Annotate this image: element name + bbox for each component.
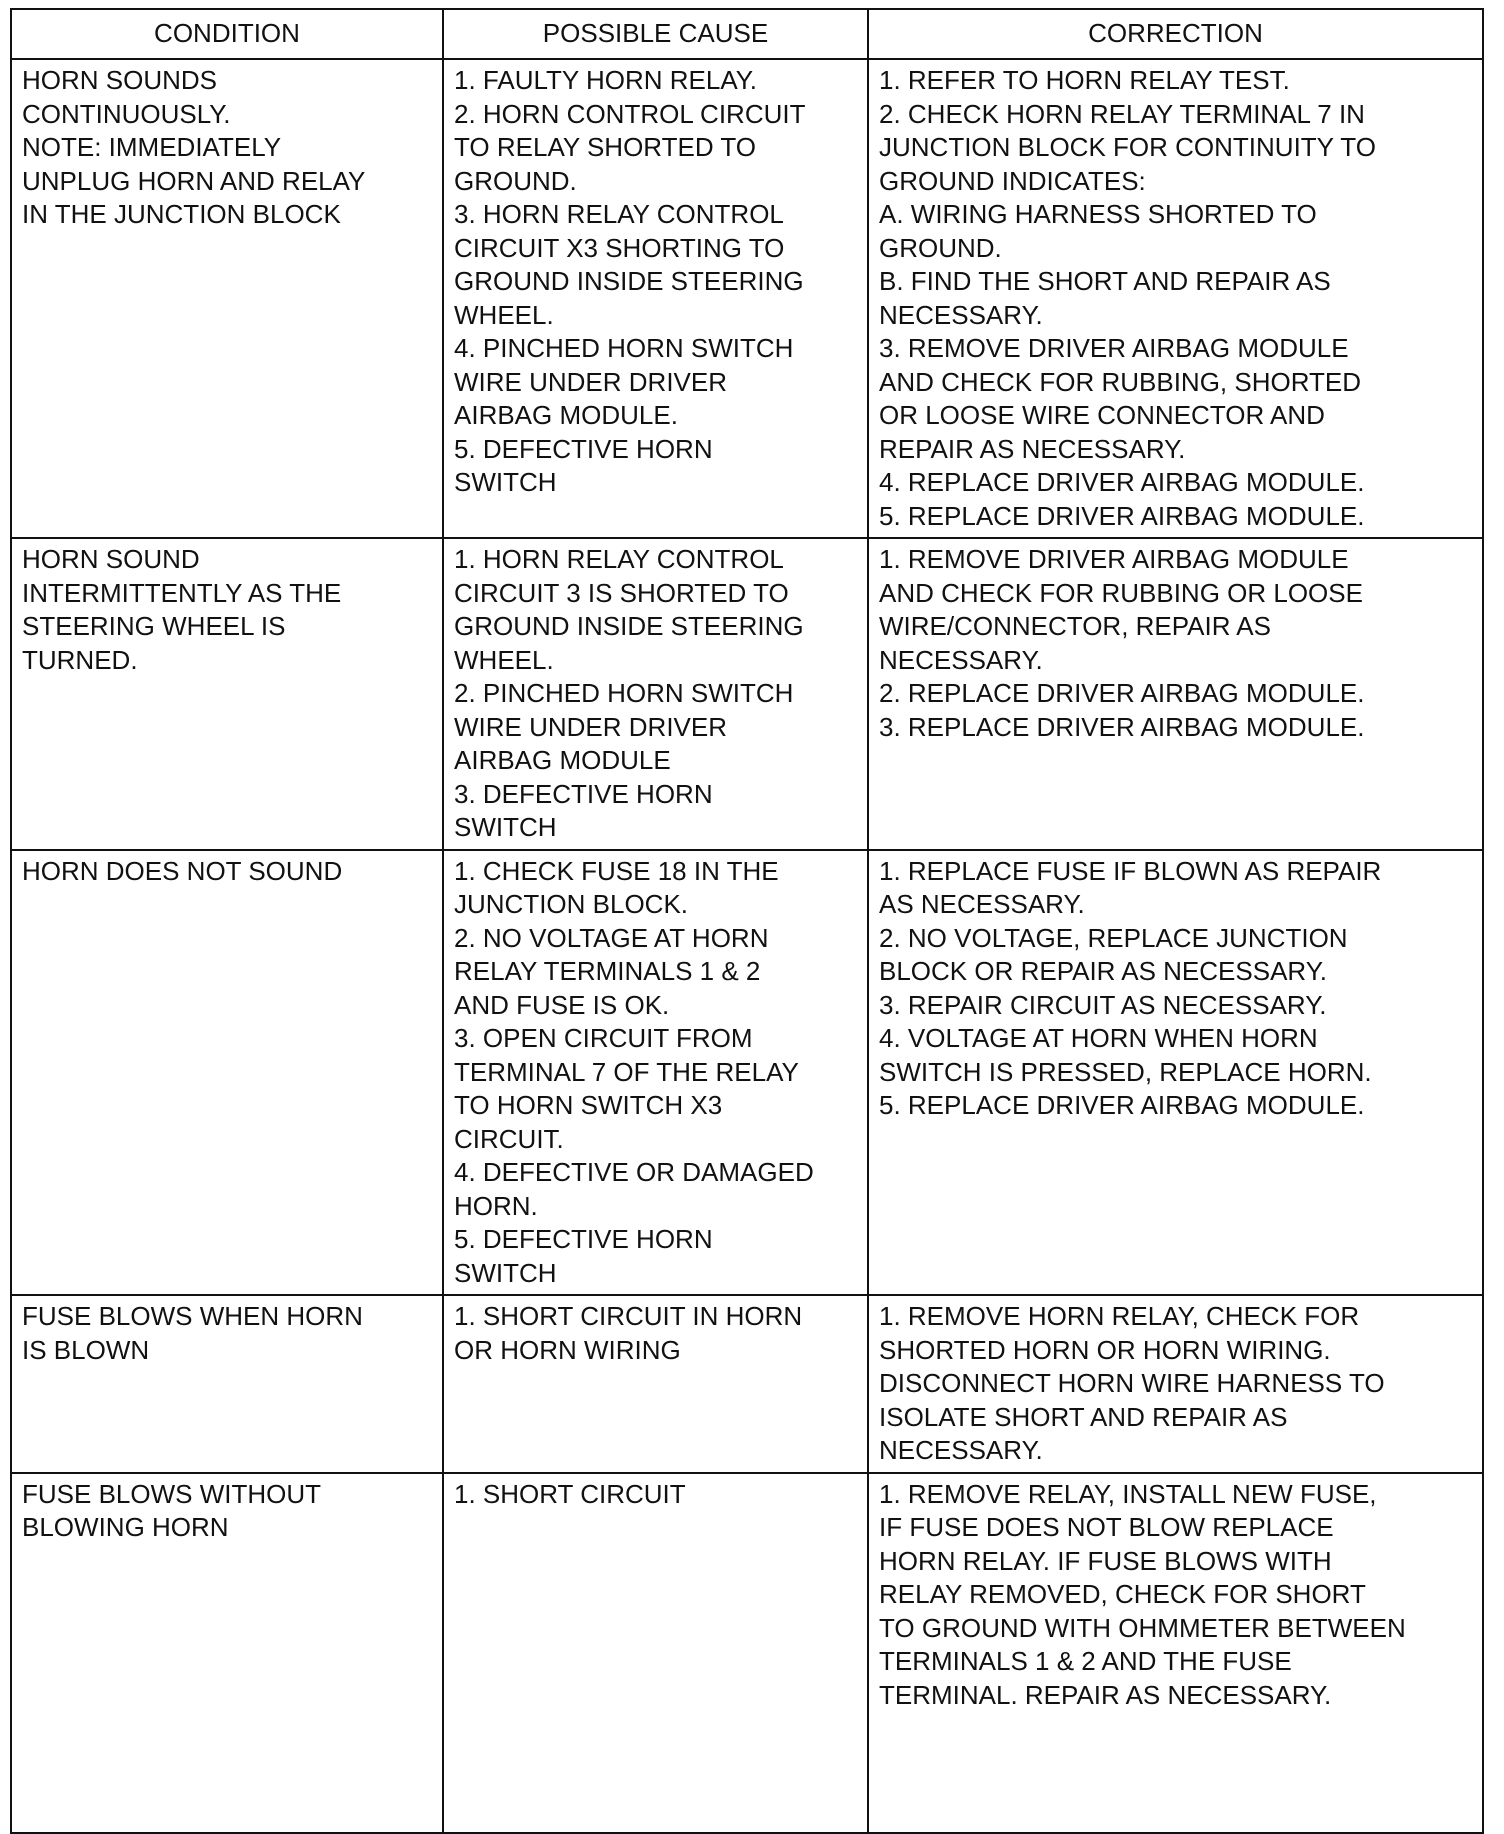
cell-text-line: AND CHECK FOR RUBBING OR LOOSE <box>879 577 1363 608</box>
cell-text-line: 1. SHORT CIRCUIT IN HORN <box>454 1301 803 1331</box>
cell-text-line: 2. REPLACE DRIVER AIRBAG MODULE. <box>879 678 1365 708</box>
correction-cell <box>868 850 1483 1296</box>
cell-text-line: 1. REMOVE RELAY, INSTALL NEW FUSE, <box>879 1478 1377 1509</box>
cell-text-line: A. WIRING HARNESS SHORTED TO <box>879 199 1317 229</box>
cell-text-line: SWITCH <box>454 467 557 497</box>
cell-text-line: OR LOOSE WIRE CONNECTOR AND <box>879 400 1325 430</box>
cell-text-line: 3. REMOVE DRIVER AIRBAG MODULE <box>879 333 1349 363</box>
table-row <box>11 538 1483 850</box>
cell-text-line: 2. HORN CONTROL CIRCUIT <box>454 98 806 129</box>
cell-text-line: 4. REPLACE DRIVER AIRBAG MODULE. <box>879 467 1365 497</box>
correction-cell <box>868 1295 1483 1473</box>
cell-text-line: NOTE: IMMEDIATELY <box>22 132 282 162</box>
cell-text-line: GROUND INSIDE STEERING <box>454 611 804 641</box>
cell-text-line: TO RELAY SHORTED TO <box>454 132 756 162</box>
cell-text-line: WHEEL. <box>454 299 554 330</box>
cell-text-line: 2. PINCHED HORN SWITCH <box>454 678 794 708</box>
cell-text-line: BLOWING HORN <box>22 1512 229 1542</box>
cell-text-line: NECESSARY. <box>879 644 1043 675</box>
correction-cell <box>868 538 1483 850</box>
cell-text-line: SWITCH <box>454 1257 557 1288</box>
cell-text-line: 4. DEFECTIVE OR DAMAGED <box>454 1157 814 1187</box>
header-correction: CORRECTION <box>868 9 1483 59</box>
cell-text-line: IS BLOWN <box>22 1334 150 1365</box>
cell-text-line: 3. REPLACE DRIVER AIRBAG MODULE. <box>879 711 1365 742</box>
cell-text-line: JUNCTION BLOCK. <box>454 889 689 919</box>
cell-text-line: TERMINALS 1 & 2 AND THE FUSE <box>879 1646 1292 1676</box>
condition-cell <box>11 59 443 538</box>
header-row <box>11 9 1483 59</box>
cell-text-line: ISOLATE SHORT AND REPAIR AS <box>879 1401 1288 1432</box>
cell-text-line: FUSE BLOWS WITHOUT <box>22 1478 321 1509</box>
cell-text-line: WHEEL. <box>454 644 554 675</box>
cell-text-line: AND FUSE IS OK. <box>454 989 670 1020</box>
cell-text-line: FUSE BLOWS WHEN HORN <box>22 1301 363 1331</box>
correction-cell <box>868 1473 1483 1833</box>
cell-text-line: TO HORN SWITCH X3 <box>454 1090 723 1120</box>
cell-text-line: 1. REMOVE DRIVER AIRBAG MODULE <box>879 544 1349 574</box>
cell-text-line: IN THE JUNCTION BLOCK <box>22 199 341 229</box>
cell-text-line: NECESSARY. <box>879 299 1043 330</box>
cell-text-line: IF FUSE DOES NOT BLOW REPLACE <box>879 1512 1334 1542</box>
cell-text-line: HORN DOES NOT SOUND <box>22 855 343 886</box>
cell-text-line: AIRBAG MODULE. <box>454 400 678 430</box>
cell-text-line: RELAY REMOVED, CHECK FOR SHORT <box>879 1579 1366 1609</box>
cell-text-line: TURNED. <box>22 644 138 675</box>
cell-text-line: TERMINAL. REPAIR AS NECESSARY. <box>879 1679 1332 1710</box>
cell-text-line: RELAY TERMINALS 1 & 2 <box>454 956 761 986</box>
cell-text-line: OR HORN WIRING <box>454 1334 681 1365</box>
diagnosis-table <box>10 8 1484 1834</box>
cell-text-line: DISCONNECT HORN WIRE HARNESS TO <box>879 1368 1385 1398</box>
header-possible-cause: POSSIBLE CAUSE <box>443 9 868 59</box>
cell-text-line: AIRBAG MODULE <box>454 745 671 775</box>
cell-text-line: 2. CHECK HORN RELAY TERMINAL 7 IN <box>879 98 1365 129</box>
condition-cell <box>11 850 443 1296</box>
cell-text-line: GROUND. <box>879 232 1002 263</box>
cell-text-line: AS NECESSARY. <box>879 889 1085 919</box>
cause-cell <box>443 850 868 1296</box>
cell-text-line: B. FIND THE SHORT AND REPAIR AS <box>879 266 1331 296</box>
table-row <box>11 850 1483 1296</box>
cell-text-line: HORN SOUND <box>22 544 200 574</box>
cause-cell <box>443 59 868 538</box>
cell-text-line: 1. FAULTY HORN RELAY. <box>454 65 757 95</box>
cell-text-line: GROUND INSIDE STEERING <box>454 266 804 296</box>
cell-text-line: UNPLUG HORN AND RELAY <box>22 165 366 196</box>
cell-text-line: 4. VOLTAGE AT HORN WHEN HORN <box>879 1023 1318 1053</box>
cell-text-line: HORN RELAY. IF FUSE BLOWS WITH <box>879 1545 1332 1576</box>
condition-cell <box>11 538 443 850</box>
cell-text-line: TO GROUND WITH OHMMETER BETWEEN <box>879 1612 1406 1643</box>
cell-text-line: 3. OPEN CIRCUIT FROM <box>454 1023 753 1053</box>
cell-text-line: 1. REFER TO HORN RELAY TEST. <box>879 65 1290 95</box>
cell-text-line: AND CHECK FOR RUBBING, SHORTED <box>879 366 1362 397</box>
cell-text-line: 5. DEFECTIVE HORN <box>454 433 713 464</box>
cell-text-line: 5. REPLACE DRIVER AIRBAG MODULE. <box>879 500 1365 531</box>
cell-text-line: 1. REPLACE FUSE IF BLOWN AS REPAIR <box>879 855 1382 886</box>
cell-text-line: CIRCUIT X3 SHORTING TO <box>454 232 785 263</box>
cell-text-line: SWITCH IS PRESSED, REPLACE HORN. <box>879 1056 1372 1087</box>
cause-cell <box>443 538 868 850</box>
cell-text-line: CIRCUIT. <box>454 1123 564 1154</box>
cell-text-line: REPAIR AS NECESSARY. <box>879 433 1186 464</box>
cell-text-line: NECESSARY. <box>879 1435 1043 1465</box>
cell-text-line: 1. SHORT CIRCUIT <box>454 1478 686 1509</box>
cause-cell <box>443 1295 868 1473</box>
cell-text-line: 3. HORN RELAY CONTROL <box>454 199 784 229</box>
table-row <box>11 1473 1483 1833</box>
cell-text-line: 1. REMOVE HORN RELAY, CHECK FOR <box>879 1301 1360 1331</box>
cell-text-line: INTERMITTENTLY AS THE <box>22 577 342 608</box>
cell-text-line: 2. NO VOLTAGE, REPLACE JUNCTION <box>879 922 1348 953</box>
cell-text-line: HORN. <box>454 1190 538 1221</box>
cell-text-line: STEERING WHEEL IS <box>22 611 286 641</box>
cell-text-line: 3. DEFECTIVE HORN <box>454 778 713 809</box>
cell-text-line: 4. PINCHED HORN SWITCH <box>454 333 794 363</box>
cause-cell <box>443 1473 868 1833</box>
cell-text-line: SHORTED HORN OR HORN WIRING. <box>879 1334 1331 1365</box>
condition-cell <box>11 1295 443 1473</box>
cell-text-line: SWITCH <box>454 812 557 842</box>
cell-text-line: CIRCUIT 3 IS SHORTED TO <box>454 577 789 608</box>
cell-text-line: HORN SOUNDS <box>22 65 218 95</box>
cell-text-line: 3. REPAIR CIRCUIT AS NECESSARY. <box>879 989 1327 1020</box>
cell-text-line: 5. REPLACE DRIVER AIRBAG MODULE. <box>879 1090 1365 1120</box>
cell-text-line: WIRE UNDER DRIVER <box>454 366 728 397</box>
cell-text-line: JUNCTION BLOCK FOR CONTINUITY TO <box>879 132 1376 162</box>
cell-text-line: WIRE/CONNECTOR, REPAIR AS <box>879 611 1271 641</box>
cell-text-line: 1. HORN RELAY CONTROL <box>454 544 784 574</box>
cell-text-line: GROUND INDICATES: <box>879 165 1146 196</box>
cell-text-line: BLOCK OR REPAIR AS NECESSARY. <box>879 956 1327 986</box>
cell-text-line: 5. DEFECTIVE HORN <box>454 1224 713 1254</box>
cell-text-line: GROUND. <box>454 165 577 196</box>
header-condition: CONDITION <box>11 9 443 59</box>
cell-text-line: WIRE UNDER DRIVER <box>454 711 728 742</box>
correction-cell <box>868 59 1483 538</box>
condition-cell <box>11 1473 443 1833</box>
cell-text-line: 2. NO VOLTAGE AT HORN <box>454 922 769 953</box>
table-row <box>11 59 1483 538</box>
cell-text-line: TERMINAL 7 OF THE RELAY <box>454 1056 799 1087</box>
cell-text-line: 1. CHECK FUSE 18 IN THE <box>454 855 779 886</box>
cell-text-line: CONTINUOUSLY. <box>22 98 231 129</box>
table-row <box>11 1295 1483 1473</box>
